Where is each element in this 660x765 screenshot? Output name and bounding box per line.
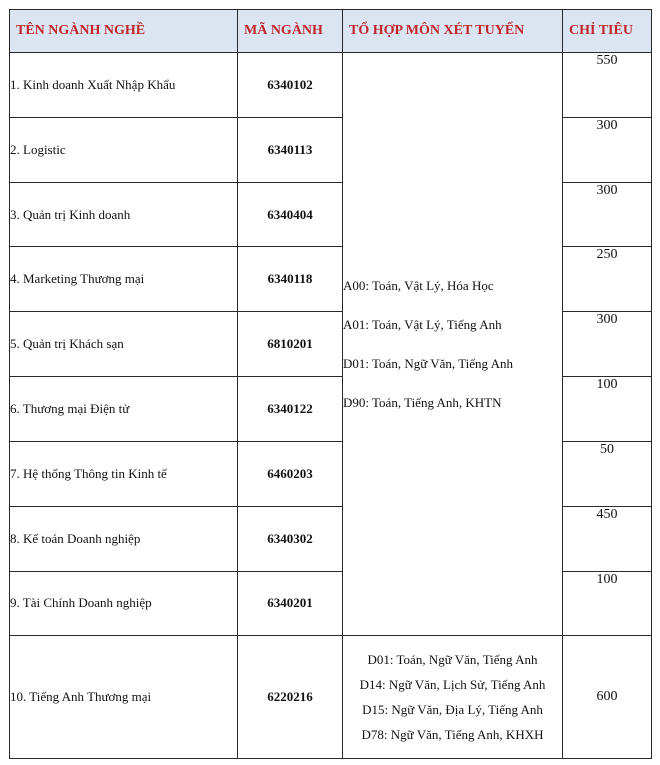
major-name: 1. Kinh doanh Xuất Nhập Khẩu bbox=[10, 53, 238, 118]
shared-subject-combinations bbox=[343, 53, 563, 636]
major-name: 7. Hệ thống Thông tin Kinh tế bbox=[10, 441, 238, 506]
quota-value: 50 bbox=[563, 441, 652, 506]
combination-line: D15: Ngữ Văn, Địa Lý, Tiếng Anh bbox=[362, 701, 543, 717]
quota-value: 450 bbox=[563, 506, 652, 571]
major-name: 4. Marketing Thương mại bbox=[10, 247, 238, 312]
major-code: 6340201 bbox=[238, 571, 343, 636]
combination-line: D90: Toán, Tiếng Anh, KHTN bbox=[343, 394, 502, 410]
major-name: 9. Tài Chính Doanh nghiệp bbox=[10, 571, 238, 636]
combination-line: A00: Toán, Vật Lý, Hóa Học bbox=[343, 277, 494, 293]
quota-value: 300 bbox=[563, 117, 652, 182]
english-subject-combinations bbox=[343, 636, 563, 759]
combination-line: D14: Ngữ Văn, Lịch Sử, Tiếng Anh bbox=[359, 676, 546, 692]
major-code: 6340122 bbox=[238, 377, 343, 442]
major-code: 6340113 bbox=[238, 117, 343, 182]
header-subject-combination: TỔ HỢP MÔN XÉT TUYỂN bbox=[343, 10, 563, 53]
major-code: 6810201 bbox=[238, 312, 343, 377]
table-row bbox=[10, 53, 652, 118]
quota-value: 300 bbox=[563, 182, 652, 247]
quota-value: 250 bbox=[563, 247, 652, 312]
header-major-code: MÃ NGÀNH bbox=[238, 10, 343, 53]
major-code: 6340302 bbox=[238, 506, 343, 571]
table-row bbox=[10, 636, 652, 759]
major-name: 8. Kế toán Doanh nghiệp bbox=[10, 506, 238, 571]
major-code: 6460203 bbox=[238, 441, 343, 506]
major-name: 10. Tiếng Anh Thương mại bbox=[10, 636, 238, 759]
quota-value: 100 bbox=[563, 571, 652, 636]
combination-line: A01: Toán, Vật Lý, Tiếng Anh bbox=[343, 316, 502, 332]
combination-line: D78: Ngữ Văn, Tiếng Anh, KHXH bbox=[361, 726, 544, 742]
quota-value: 300 bbox=[563, 312, 652, 377]
major-code: 6340118 bbox=[238, 247, 343, 312]
quota-value: 550 bbox=[563, 53, 652, 118]
major-name: 6. Thương mại Điện tử bbox=[10, 377, 238, 442]
combination-line: D01: Toán, Ngữ Văn, Tiếng Anh bbox=[343, 355, 513, 371]
header-row bbox=[10, 10, 652, 53]
header-quota: CHỈ TIÊU bbox=[563, 10, 652, 53]
major-code: 6340404 bbox=[238, 182, 343, 247]
major-name: 5. Quản trị Khách sạn bbox=[10, 312, 238, 377]
combination-line: D01: Toán, Ngữ Văn, Tiếng Anh bbox=[367, 651, 538, 667]
major-code: 6220216 bbox=[238, 636, 343, 759]
major-code: 6340102 bbox=[238, 53, 343, 118]
quota-value: 600 bbox=[563, 636, 652, 759]
quota-value: 100 bbox=[563, 377, 652, 442]
major-name: 2. Logistic bbox=[10, 117, 238, 182]
header-major-name: TÊN NGÀNH NGHỀ bbox=[10, 10, 238, 53]
admission-table bbox=[9, 9, 652, 759]
major-name: 3. Quản trị Kinh doanh bbox=[10, 182, 238, 247]
